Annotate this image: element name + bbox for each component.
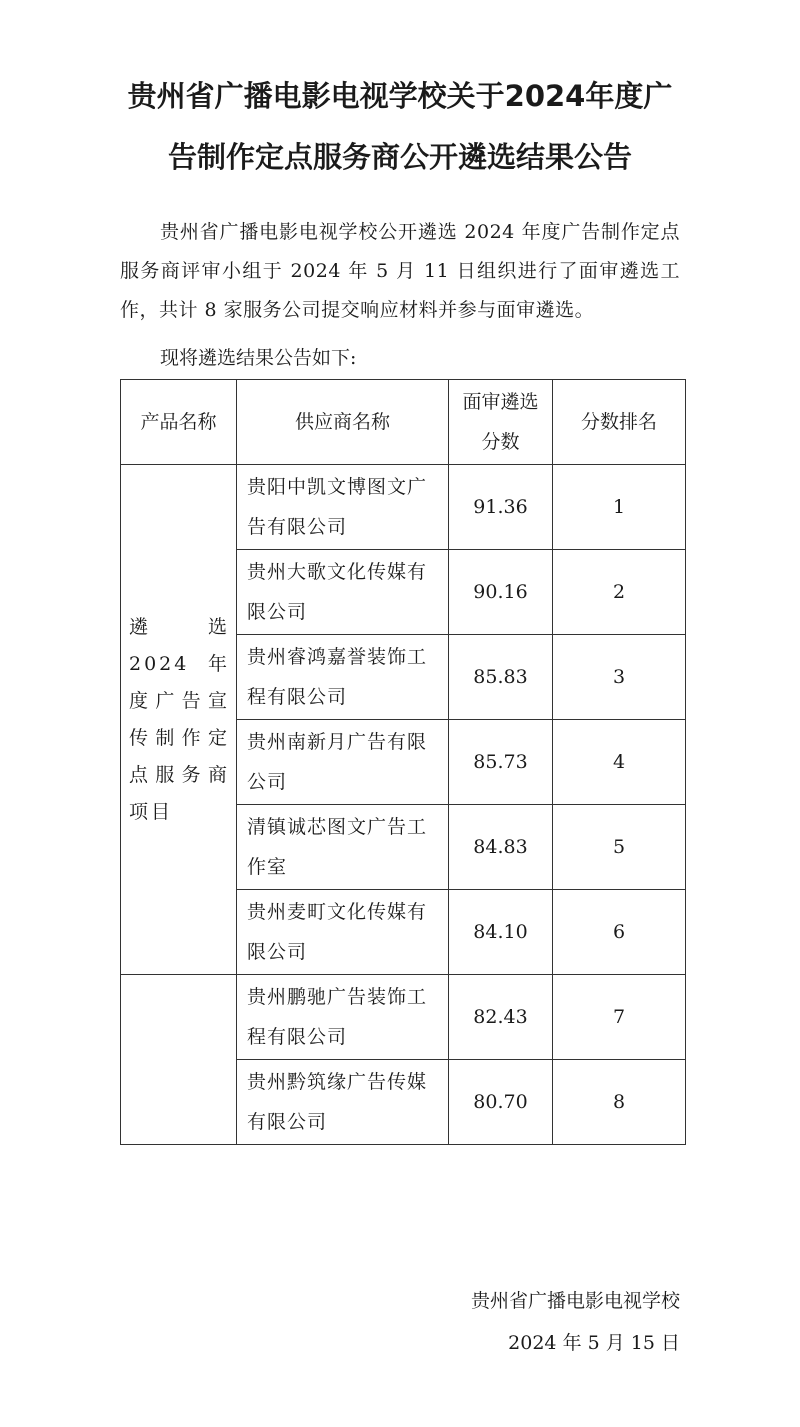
- supplier-cell: 贵州黔筑缘广告传媒有限公司: [237, 1060, 449, 1145]
- score-cell: 91.36: [449, 465, 553, 550]
- header-rank: 分数排名: [553, 380, 686, 465]
- score-cell: 90.16: [449, 550, 553, 635]
- score-cell: 84.10: [449, 890, 553, 975]
- supplier-cell: 贵州鹏驰广告装饰工程有限公司: [237, 975, 449, 1060]
- rank-cell: 2: [553, 550, 686, 635]
- rank-cell: 4: [553, 720, 686, 805]
- score-cell: 82.43: [449, 975, 553, 1060]
- supplier-cell: 贵阳中凯文博图文广告有限公司: [237, 465, 449, 550]
- table-row: [121, 975, 686, 1060]
- header-product: 产品名称: [121, 380, 237, 465]
- rank-cell: 7: [553, 975, 686, 1060]
- supplier-cell: 贵州大歌文化传媒有限公司: [237, 550, 449, 635]
- signature-date: 2024 年 5 月 15 日: [508, 1332, 680, 1354]
- supplier-cell: 贵州麦町文化传媒有限公司: [237, 890, 449, 975]
- intro-paragraph: 贵州省广播电影电视学校公开遴选 2024 年度广告制作定点服务商评审小组于 2024 年 5 月 11 日组织进行了面审遴选工作，共计 8 家服务公司提交响应材料并参与面审遴选。: [120, 221, 680, 321]
- results-table-continued: [120, 974, 686, 1145]
- score-cell: 84.83: [449, 805, 553, 890]
- lead-text: 现将遴选结果公告如下:: [160, 347, 357, 369]
- supplier-cell: 贵州南新月广告有限公司: [237, 720, 449, 805]
- supplier-cell: 清镇诚芯图文广告工作室: [237, 805, 449, 890]
- signature-org: 贵州省广播电影电视学校: [470, 1290, 680, 1312]
- rank-cell: 3: [553, 635, 686, 720]
- score-cell: 85.83: [449, 635, 553, 720]
- table-row: [121, 465, 686, 550]
- title-line-2: 告制作定点服务商公开遴选结果公告: [167, 140, 632, 174]
- header-score: 面审遴选分数: [449, 380, 553, 465]
- header-supplier: 供应商名称: [237, 380, 449, 465]
- results-table: [120, 379, 686, 975]
- rank-cell: 6: [553, 890, 686, 975]
- rank-cell: 5: [553, 805, 686, 890]
- product-name-cell: 遴选 2024 年度广告宣传制作定点服务商项目: [121, 465, 237, 975]
- score-cell: 85.73: [449, 720, 553, 805]
- rank-cell: 1: [553, 465, 686, 550]
- title-line-1: 贵州省广播电影电视学校关于2024年度广: [127, 79, 673, 113]
- supplier-cell: 贵州睿鸿嘉誉装饰工程有限公司: [237, 635, 449, 720]
- score-cell: 80.70: [449, 1060, 553, 1145]
- empty-product-cell: [121, 975, 237, 1145]
- rank-cell: 8: [553, 1060, 686, 1145]
- table-header-row: [121, 380, 686, 465]
